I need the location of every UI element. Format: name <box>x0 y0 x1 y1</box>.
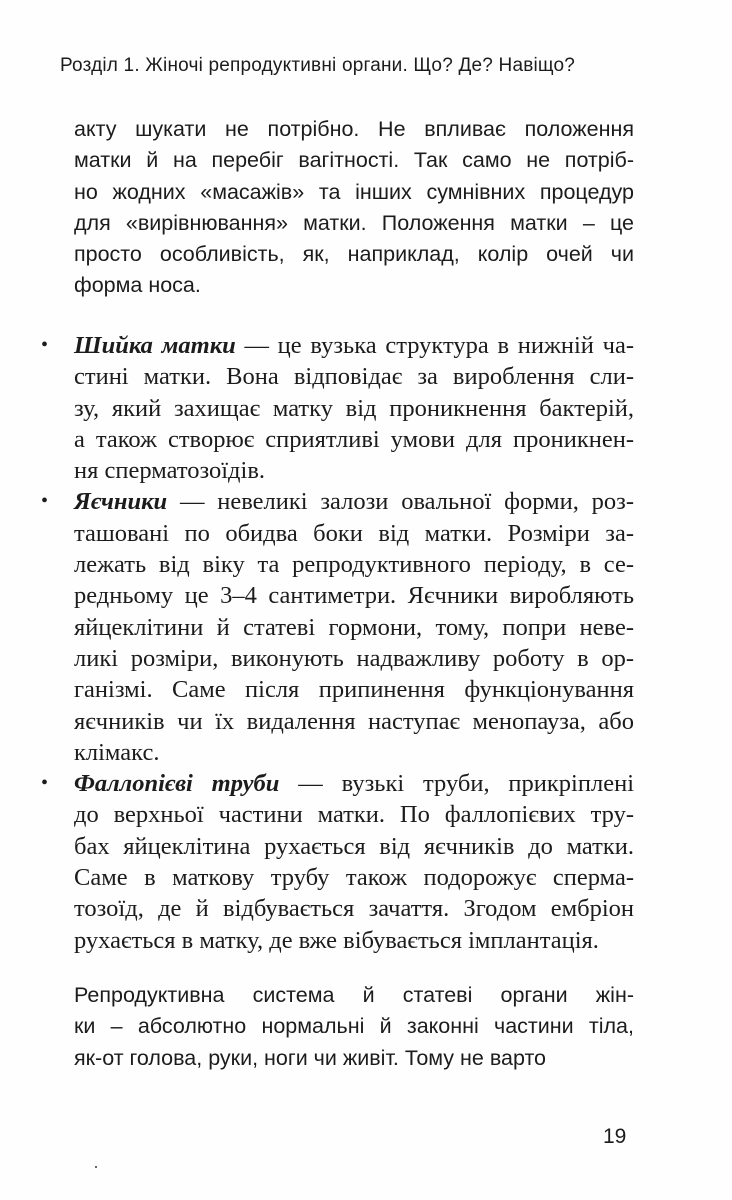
paragraph-line: редньому це 3–4 сантиметри. Яєчники виробляють <box>74 582 634 610</box>
paragraph-line: ня сперматозоїдів. <box>74 457 266 485</box>
bullet-dot: • <box>41 334 49 356</box>
bullet-dot: • <box>41 772 49 795</box>
paragraph-line: стині матки. Вона відповідає за вироблення сли- <box>74 363 634 391</box>
paragraph-line: тозоїд, де й відбувається зачаття. Згодом ембріон <box>74 895 634 923</box>
paragraph-line: для «вирівнювання» матки. Положення матки – це <box>74 210 634 235</box>
print-speck <box>95 1166 97 1168</box>
paragraph-line: ганізмі. Саме після припинення функціонування <box>74 676 634 704</box>
paragraph-line: як-от голова, руки, ноги чи живіт. Тому не варто <box>74 1045 547 1070</box>
paragraph-line: рухається в матку, де вже вібувається імплантація. <box>74 926 599 954</box>
closing-paragraph <box>74 980 634 1074</box>
paragraph-line <box>74 768 634 799</box>
paragraph-line: акту шукати не потрібно. Не впливає положення <box>74 117 634 141</box>
paragraph-line: просто особливість, як, наприклад, колір очей чи <box>74 242 634 267</box>
paragraph-line: яйцеклітини й статеві гормони, тому, попри неве- <box>74 613 634 641</box>
bullet-text: — це вузька структура в нижній ча- <box>235 332 634 359</box>
paragraph-line: ташовані по обидва боки від матки. Розміри за- <box>74 519 634 547</box>
bullet-text: — вузькі труби, прикріплені <box>279 770 634 798</box>
paragraph-line <box>74 486 634 517</box>
organ-bullet-list <box>41 330 634 956</box>
paragraph-line: но жодних «масажів» та інших сумнівних процедур <box>74 179 634 204</box>
paragraph-line: клімакс. <box>74 738 160 766</box>
paragraph-line: а також створює сприятливі умови для проникнен- <box>74 425 634 453</box>
page-number: 19 <box>603 1125 627 1148</box>
bullet-dot: • <box>41 490 49 513</box>
paragraph-line: ки – абсолютно нормальні й законні частини тіла, <box>74 1014 634 1039</box>
running-head: Розділ 1. Жіночі репродуктивні органи. Що? Де? Навіщо? <box>60 55 576 76</box>
paragraph-line: Репродуктивна система й статеві органи жін- <box>74 983 634 1007</box>
bullet-term: Шийка матки <box>74 332 236 359</box>
bullet-term: Фаллопієві труби <box>74 770 280 798</box>
bullet-ovaries <box>41 486 634 768</box>
paragraph-line: Саме в маткову трубу також подорожує сперма- <box>74 864 634 892</box>
paragraph-line: форма носа. <box>74 273 201 298</box>
paragraph-line: бах яйцеклітина рухається від яєчників до матки. <box>74 832 634 860</box>
paragraph-line <box>74 330 634 361</box>
paragraph-line: яєчників чи їх видалення наступає менопауза, або <box>74 707 634 735</box>
bullet-cervix <box>41 330 634 486</box>
paragraph-line: до верхньої частини матки. По фаллопієвих тру- <box>74 801 634 829</box>
paragraph-line: матки й на перебіг вагітності. Так само не потріб- <box>74 148 634 173</box>
bullet-term: Яєчники <box>74 488 168 516</box>
intro-paragraph <box>74 114 634 302</box>
paragraph-line: лежать від віку та репродуктивного періоду, в се- <box>74 551 634 579</box>
bullet-text: — невеликі залози овальної форми, роз- <box>167 488 634 516</box>
paragraph-line: зу, який захищає матку від проникнення бактерій, <box>74 394 634 422</box>
paragraph-line: ликі розміри, виконують надважливу роботу в ор- <box>74 644 634 672</box>
bullet-fallopian-tubes <box>41 768 634 956</box>
